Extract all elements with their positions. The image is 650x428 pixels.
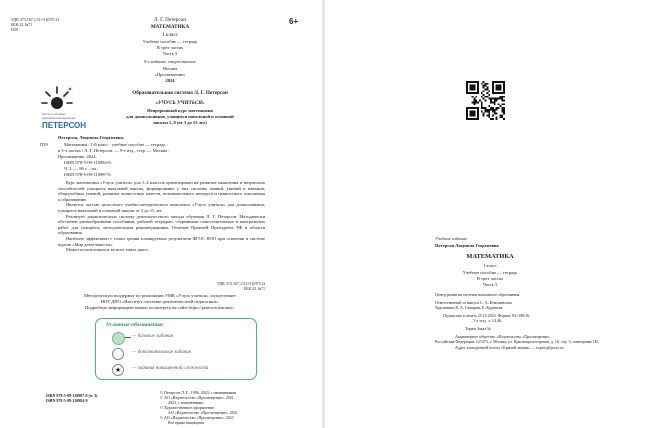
support-line-2: НОУ ДПО «Институт системно-деятельностной педагогики». — [100, 299, 220, 304]
center-line: Центр развития системы начального образования — [435, 292, 520, 297]
support-line-1: Методическую поддержку по реализации УМК «Учусь учиться» осуществляет — [83, 293, 236, 298]
legend-row-basic — [108, 331, 248, 343]
bib-line-2: в 3-х частях / Л. Г. Петерсон. — 9-е изд., стер. — Москва : — [58, 148, 170, 153]
legend-label-extra: — дополнительные задания — [132, 350, 192, 355]
title-city: Москва — [162, 66, 178, 71]
publisher-line-1: Акционерное общество «Издательство «Просвещение». — [455, 334, 551, 339]
logo-caption-2: деятельностной педагогики — [42, 116, 76, 120]
series-slogan: «УЧУСЬ УЧИТЬСЯ» — [155, 100, 205, 106]
bbk-code: ББК 22.1я71 — [11, 22, 33, 27]
copyright-line-7: Все права защищены — [168, 420, 205, 425]
title-grade: 1 класс — [162, 32, 178, 38]
copyright-line-5: АО «Издательство «Просвещение», 2021 — [168, 410, 238, 415]
desc-paragraph-2: Является частью целостного учебно-методического комплекта «Учусь учиться» для дошкольников, учащихся начальной и основной школы от 3 до 15 лет. — [58, 202, 265, 213]
hollow-circle-icon — [112, 348, 124, 360]
isbn-bottom-1: ISBN 978-5-09-110987-0 (ч. 3) — [46, 393, 98, 398]
title-publisher: «Просвещение» — [154, 72, 186, 77]
bib-author: Петерсон, Людмила Георгиевна. — [58, 135, 124, 140]
green-circle-icon — [112, 332, 125, 345]
genre-label: Учебное издание — [435, 236, 467, 241]
desc-paragraph-5: Может использоваться во всех типах школ. — [66, 247, 149, 253]
staff-line-1: Ответственный за выпуск С. А. Илюшевская — [435, 300, 512, 305]
right-subject: МАТЕМАТИКА — [466, 253, 514, 260]
course-line-3: школы 1–9 (от 3 до 15 лет) — [153, 120, 207, 125]
author-sign: П29 — [11, 27, 18, 32]
legend-row-extra — [108, 347, 248, 359]
copyright-line-3: 2023, с изменениями — [168, 400, 204, 405]
title-part: Часть 3 — [162, 51, 178, 56]
print-line-1: Подписано в печать 25.10.2023. Формат 84×108/16. — [443, 313, 531, 318]
legend-box — [95, 318, 257, 380]
isbn-bottom-2: ISBN 978-5-09-110984-9 — [46, 398, 88, 403]
left-page — [0, 0, 322, 428]
legend-label-hard: — задания повышенной сложности — [132, 366, 209, 371]
right-parts: В трёх частях — [476, 276, 504, 281]
star-circle-icon: ★ — [112, 364, 124, 376]
publisher-line-3: Адрес электронной почты «Горячей линии» — vopros@prosv.ru. — [455, 345, 565, 350]
udk-code: УДК 373.167.1:51+51(075.2) — [11, 17, 59, 22]
bib-line-3: Просвещение, 2024. — [58, 154, 97, 159]
copyright-line-1: © Петерсон Л. Г., 1996, 2023, с изменениями — [160, 390, 237, 395]
udk-tail: УДК 373.167.1:51+51(075.2) — [217, 281, 265, 286]
legend-title: Условные обозначения: — [106, 322, 164, 328]
title-author: Л. Г. Петерсон — [153, 17, 186, 23]
print-line-2: Уч.-изд. л. 14,46. — [473, 318, 502, 323]
copyright-line-2: © АО «Издательство «Просвещение», 2021, — [160, 395, 235, 400]
legend-label-basic: — базовые задания — [132, 334, 173, 339]
system-title: Образовательная система Л. Г. Петерсон — [132, 90, 228, 96]
right-author: Петерсон Людмила Георгиевна — [435, 243, 499, 248]
print-line-3: Тираж Заказ № — [465, 326, 491, 331]
bib-isbn-2: Ч. 3. — 96 с. : ил. — [64, 166, 98, 171]
copyright-line-4: © Художественное оформление. — [160, 405, 216, 410]
bbk-tail: ББК 22.1я71 — [243, 286, 265, 291]
bib-line-1: Математика : 1-й класс : учебное пособие — тетрадь : — [64, 142, 168, 147]
bib-isbn-3: ISBN 978-5-09-110987-0. — [64, 172, 112, 177]
staff-line-2: Художники В. А. Самарин, Е. Кудинова — [435, 305, 503, 310]
title-year: 2024 — [165, 78, 175, 83]
title-subject: МАТЕМАТИКА — [150, 24, 190, 30]
desc-paragraph-1: Курс математики «Учусь учиться» для 1–4 классов ориентирован на развитие мышления и творческих способностей учащихся начальной школы, формирование у них системы знаний, умений и навыков, общеучебных умений, развитие личностных качеств, познавательного интереса и ценностного отношения к образованию. — [58, 180, 265, 202]
desc-paragraph-4: Наиболее эффективен с точки зрения планируемых результатов ФГОС НОО при освоении в системе курсов «Мир деятельности». — [58, 235, 265, 247]
publisher-line-2: Российская Федерация, 127473, г. Москва, ул. Краснопролетарская, д. 16, стр. 3, помещение 1Н. — [435, 339, 599, 344]
qr-code-icon — [466, 81, 505, 120]
bib-isbn-1: ISBN 978-5-09-110984-9. — [64, 160, 112, 165]
title-booktype: Учебное пособие — тетрадь — [142, 39, 198, 44]
desc-paragraph-3: Реализует дидактическую систему деятельностного метода обучения Л. Г. Петерсон. Методически обеспечен разнообразными пособиями, рабочей тетрадью, сборниками самостоятельных и контрольных работ для учащихся, методическими рекомендациями. Отмечен Премией Президента РФ в области образования. — [58, 213, 265, 236]
book-description — [58, 180, 265, 278]
bib-code: П29 — [40, 142, 48, 147]
right-booktype: Учебное пособие — тетрадь — [462, 270, 518, 275]
peterson-logo — [40, 84, 86, 134]
copyright-line-6: © АО «Издательство «Просвещение», 2023 — [160, 415, 234, 420]
right-grade: 1 класс — [483, 263, 497, 268]
age-rating: 6+ — [289, 17, 299, 26]
course-line-2: для дошкольников, учащихся начальной и основной — [126, 114, 234, 119]
logo-name: ПЕТЕРСОН — [42, 121, 87, 130]
logo-caption-1: Институт системно- — [42, 113, 66, 116]
title-edition: 9-е издание, стереотипное — [144, 59, 196, 64]
right-page — [325, 0, 650, 428]
right-part: Часть 3 — [482, 282, 498, 287]
legend-row-hard — [108, 363, 248, 375]
support-line-3: Подробную информацию можно посмотреть на сайте https://peterson.institute/. — [85, 305, 235, 310]
title-parts: В трёх частях — [156, 45, 184, 50]
course-line-1: Непрерывный курс математики — [147, 108, 213, 113]
sun-icon — [40, 84, 86, 114]
